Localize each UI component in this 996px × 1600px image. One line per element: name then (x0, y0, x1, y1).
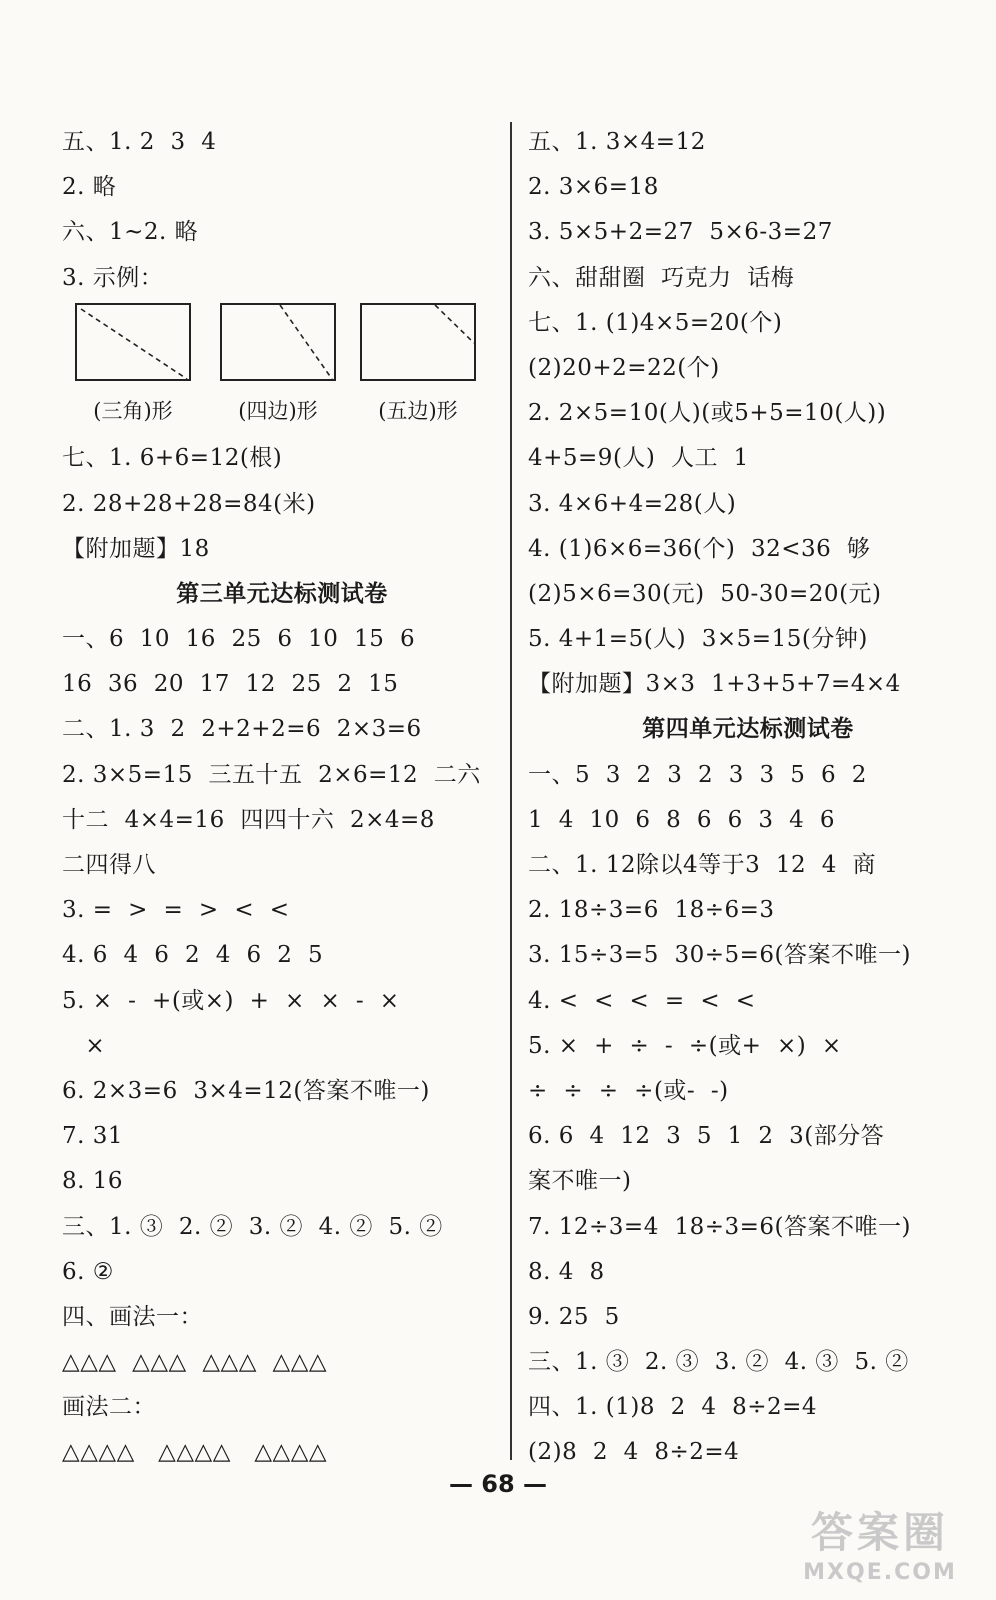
watermark-url: MXQE.COM (803, 1560, 957, 1585)
column-divider (510, 122, 512, 1460)
answer-line: 4+5=9(人) 人工 1 (528, 445, 749, 472)
figure-caption: (三角)形 (93, 399, 173, 423)
watermark-logo (790, 1500, 970, 1586)
rectangle-cut-pentagon-figure (360, 303, 476, 381)
answer-line: 四、1. (1)8 2 4 8÷2=4 (528, 1394, 818, 1421)
answer-line: 7. 31 (62, 1123, 124, 1150)
answer-line: △△△ △△△ △△△ △△△ (62, 1349, 328, 1376)
answer-line: 第三单元达标测试卷 (176, 580, 388, 607)
answer-line: 一、5 3 2 3 2 3 3 5 6 2 (528, 761, 867, 788)
answer-line: 6. 2×3=6 3×4=12(答案不唯一) (62, 1077, 430, 1104)
answer-line: 五、1. 2 3 4 (62, 129, 217, 155)
answer-line: 4. 6 4 6 2 4 6 2 5 (62, 942, 324, 969)
answer-line: 8. 16 (62, 1168, 124, 1195)
answer-line: 【附加题】3×3 1+3+5+7=4×4 (528, 671, 901, 698)
answer-line: 8. 4 8 (528, 1258, 605, 1285)
answer-line: 5. × - +(或×) + × × - × (62, 987, 400, 1014)
answer-line: 二四得八 (62, 852, 156, 878)
answer-line: 2. 18÷3=6 18÷6=3 (528, 897, 775, 924)
rectangle-cut-triangle-figure (75, 303, 191, 381)
answer-line: (2)8 2 4 8÷2=4 (528, 1439, 740, 1466)
answer-line: 三、1. ③ 2. ② 3. ② 4. ② 5. ② (62, 1213, 443, 1240)
watermark-title: 答案圈 (810, 1508, 949, 1557)
answer-line: 3. 15÷3=5 30÷5=6(答案不唯一) (528, 942, 911, 969)
answer-line: 2. 略 (62, 174, 117, 201)
answer-line: 四、画法一： (62, 1303, 203, 1330)
answer-line: 【附加题】18 (62, 535, 210, 562)
answer-line: 一、6 10 16 25 6 10 15 6 (62, 626, 416, 653)
answer-line: 2. 28+28+28=84(米) (62, 490, 316, 517)
answer-line: 5. 4+1=5(人) 3×5=15(分钟) (528, 626, 868, 653)
answer-line: 16 36 20 17 12 25 2 15 (62, 671, 399, 698)
answer-line: 3. = > = > < < (62, 897, 290, 924)
answer-line: 七、1. (1)4×5=20(个) (528, 309, 783, 336)
answer-line: 十二 4×4=16 四四十六 2×4=8 (62, 806, 435, 833)
answer-line: 6. ② (62, 1258, 114, 1285)
answer-line: ÷ ÷ ÷ ÷(或- -) (528, 1077, 729, 1104)
answer-line: (2)5×6=30(元) 50-30=20(元) (528, 580, 882, 607)
answer-line: 4. (1)6×6=36(个) 32<36 够 (528, 535, 871, 562)
right-column (528, 120, 968, 1476)
answer-line: 三、1. ③ 2. ③ 3. ② 4. ③ 5. ② (528, 1349, 909, 1376)
figure-caption: (五边)形 (378, 399, 458, 423)
rectangle-cut-quadrilateral-figure (220, 303, 336, 381)
answer-line: 9. 25 5 (528, 1303, 620, 1330)
shape-examples (75, 303, 505, 433)
answer-line: 第四单元达标测试卷 (642, 716, 854, 743)
answer-line: 6. 6 4 12 3 5 1 2 3(部分答 (528, 1123, 885, 1150)
answer-line: 7. 12÷3=4 18÷3=6(答案不唯一) (528, 1213, 911, 1240)
figure-caption: (四边)形 (238, 399, 318, 423)
answer-line: 2. 3×6=18 (528, 174, 659, 201)
answer-line: × (62, 1032, 106, 1059)
answer-line: 二、1. 12除以4等于3 12 4 商 (528, 852, 877, 878)
answer-line: 五、1. 3×4=12 (528, 129, 706, 155)
answer-line: 2. 2×5=10(人)(或5+5=10(人)) (528, 400, 887, 427)
answer-line: 七、1. 6+6=12(根) (62, 445, 283, 472)
answer-line: 5. × + ÷ - ÷(或+ ×) × (528, 1032, 842, 1059)
answer-line: 二、1. 3 2 2+2+2=6 2×3=6 (62, 716, 422, 743)
answer-line: 3. 示例： (62, 264, 164, 291)
answer-line: 3. 5×5+2=27 5×6-3=27 (528, 219, 833, 246)
answer-line: △△△△ △△△△ △△△△ (62, 1439, 328, 1466)
answer-line: 六、甜甜圈 巧克力 话梅 (528, 264, 795, 291)
answer-line: (2)20+2=22(个) (528, 354, 720, 381)
page-number: — 68 — (448, 1470, 548, 1498)
answer-line: 画法二： (62, 1394, 156, 1421)
answer-line: 2. 3×5=15 三五十五 2×6=12 二六 (62, 761, 481, 788)
answer-line: 3. 4×6+4=28(人) (528, 490, 737, 517)
answer-line: 六、1~2. 略 (62, 219, 199, 246)
answer-line: 1 4 10 6 8 6 6 3 4 6 (528, 806, 836, 833)
answer-line: 案不唯一) (528, 1168, 632, 1195)
answer-line: 4. < < < = < < (528, 987, 756, 1014)
